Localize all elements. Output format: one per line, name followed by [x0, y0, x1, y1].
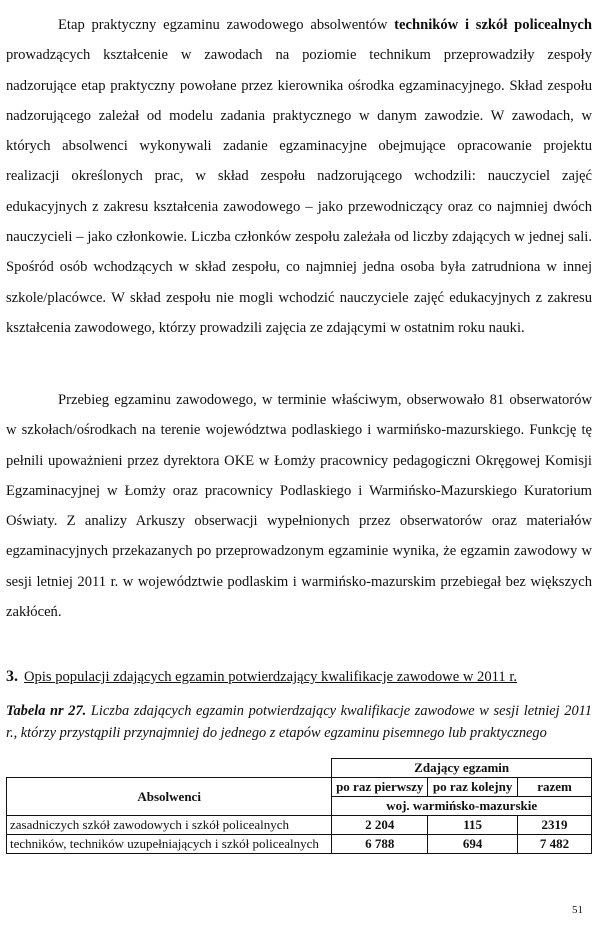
row-label: techników, techników uzupełniających i szkół policealnych [7, 835, 332, 854]
table-cell: 2 204 [332, 816, 428, 835]
column-header: razem [518, 778, 592, 797]
group-header: Zdający egzamin [332, 759, 592, 778]
table-cell: 694 [428, 835, 518, 854]
table-blank-cell [7, 759, 332, 778]
section-title: Opis populacji zdających egzamin potwierdzający kwalifikacje zawodowe w 2011 r. [24, 669, 518, 685]
table-header-row [7, 759, 592, 778]
row-label: zasadniczych szkół zawodowych i szkół policealnych [7, 816, 332, 835]
column-header: po raz kolejny [428, 778, 518, 797]
table-cell: 2319 [518, 816, 592, 835]
exam-candidates-table [6, 758, 592, 854]
paragraph-observers: Przebieg egzaminu zawodowego, w terminie właściwym, obserwowało 81 obserwatorów w szkołach/ośrodkach na terenie województwa podlaskiego i warmińsko-mazurskiego. Funkcję tę pełnili upoważnieni przez dyrektora OKE w Łomży pracownicy pedagogiczni Okręgowej Komisji Egzaminacyjnej w Łomży oraz pracownicy Podlaskiego i Warmińsko-Mazurskiego Kuratorium Oświaty. Z analizy Arkuszy obserwacji wypełnionych przez obserwatorów oraz materiałów egzaminacyjnych przekazanych po przeprowadzonym egzaminie wynika, że egzamin zawodowy w sesji letniej 2011 r. w województwie podlaskim i warmińsko-mazurskim przebiegał bez większych zakłóceń. [6, 392, 592, 621]
section-number: 3. [6, 668, 18, 685]
paragraph-text: Etap praktyczny egzaminu zawodowego absolwentów [58, 17, 395, 33]
table-caption-text: Liczba zdających egzamin potwierdzający kwalifikacje zawodowe w sesji letniej 2011 r., którzy przystąpili przynajmniej do jednego z etapów egzaminu pisemnego lub praktycznego [6, 703, 592, 741]
table-header-row [7, 778, 592, 797]
paragraph-bold-text: techników i szkół policealnych [394, 17, 593, 33]
table-caption-label: Tabela nr 27. [6, 703, 87, 719]
table-cell: 6 788 [332, 835, 428, 854]
column-header: po raz pierwszy [332, 778, 428, 797]
table-cell: 7 482 [518, 835, 592, 854]
page-number: 51 [572, 904, 583, 916]
paragraph-practical-stage [6, 10, 592, 343]
table-row [7, 835, 592, 854]
table-caption [6, 700, 592, 744]
section-heading [6, 666, 592, 688]
row-header: Absolwenci [7, 778, 332, 816]
table-row [7, 816, 592, 835]
paragraph-text: prowadzących kształcenie w zawodach na poziomie technikum przeprowadziły zespoły nadzorujące etap praktyczny powołane przez kierownika ośrodka egzaminacyjnego. Skład zespołu nadzorującego zależał od modelu zadania praktycznego w danym zawodzie. W zawodach, w których absolwenci wykonywali zadanie egzaminacyjne obejmujące opracowanie projektu realizacji określonych prac, w skład zespołu nadzorującego wchodzili: nauczyciel zajęć edukacyjnych z zakresu kształcenia zawodowego – jako przewodniczący oraz co najmniej dwóch nauczycieli – jako członkowie. Liczba członków zespołu zależała od liczby zdających w jednej sali. Spośród osób wchodzących w skład zespołu, co najmniej jedna osoba była zatrudniona w innej szkole/placówce. W skład zespołu nie mogli wchodzić nauczyciele zajęć edukacyjnych z zakresu kształcenia zawodowego, którzy prowadzili zajęcia ze zdającymi w ostatnim roku nauki. [6, 47, 592, 336]
region-header: woj. warmińsko-mazurskie [332, 797, 592, 816]
table-cell: 115 [428, 816, 518, 835]
